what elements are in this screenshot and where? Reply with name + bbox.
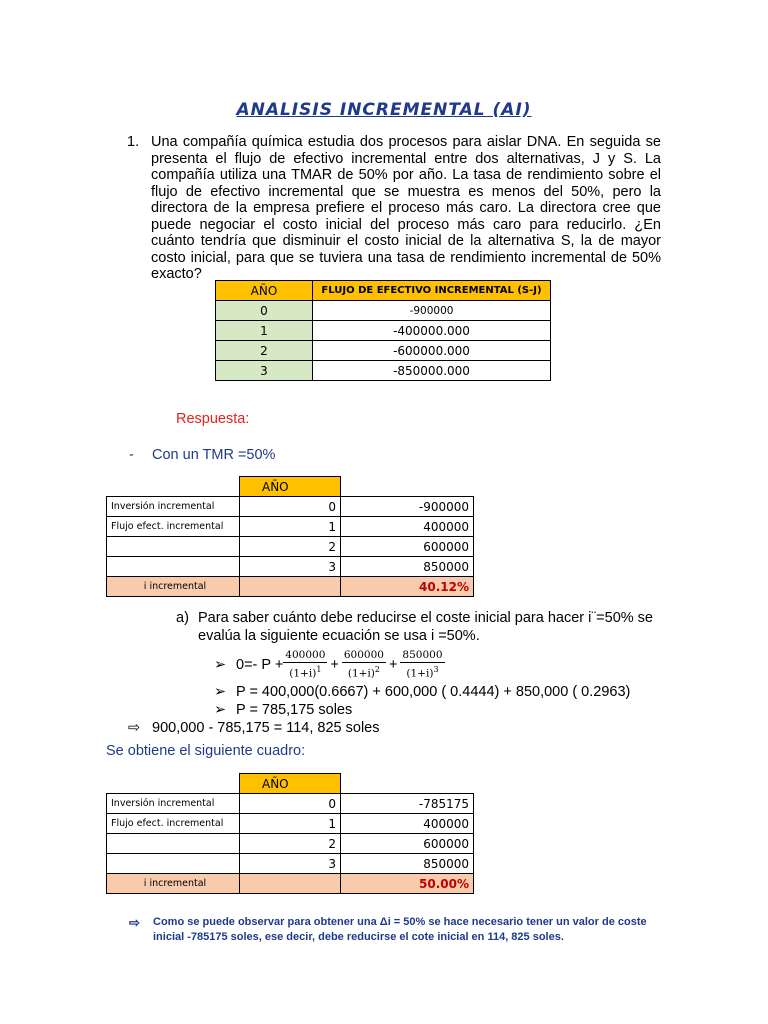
table3-header-year: AÑO	[240, 774, 341, 794]
respuesta-heading: Respuesta:	[176, 411, 250, 427]
conclusion-text: Como se puede observar para obtener una Δi = 50% se hace necesario tener un valor de coste inicial -785175 soles, ese decir, debe reducirse el cote inicial en 114, 825 soles.	[153, 916, 647, 943]
table2-row-label	[107, 537, 240, 557]
table1-flow: -900000	[313, 301, 551, 321]
table1-flow: -400000.000	[313, 321, 551, 341]
table3-footer-label: i incremental	[107, 874, 240, 894]
equation-line-2: P = 400,000(0.6667) + 600,000 ( 0.4444) + 850,000 ( 0.2963)	[236, 683, 631, 700]
se-obtiene-heading: Se obtiene el siguiente cuadro:	[106, 743, 306, 759]
table2-year: 2	[240, 537, 341, 557]
arrowhead-bullet-icon: ➢	[214, 701, 227, 718]
table1-header-year: AÑO	[216, 281, 313, 301]
table2-row-label: Inversión incremental	[107, 497, 240, 517]
equation-prefix: 0=- P +	[236, 656, 284, 673]
equation-term-1: $\frac{400000}{(1+i)^1}$	[285, 649, 326, 680]
table3-year: 3	[240, 854, 341, 874]
table1-year: 3	[216, 361, 313, 381]
table2-year: 3	[240, 557, 341, 577]
table2-value: 850000	[341, 557, 474, 577]
table2-footer-label: i incremental	[107, 577, 240, 597]
table3-year: 2	[240, 834, 341, 854]
arrowhead-bullet-icon: ➢	[214, 656, 227, 673]
table2-header-year: AÑO	[240, 477, 341, 497]
table2-footer-value: 40.12%	[341, 577, 474, 597]
section-a-text2: evalúa la siguiente ecuación se usa i =50%.	[198, 628, 480, 644]
table2-row-label	[107, 557, 240, 577]
table3-year: 1	[240, 814, 341, 834]
tmr-label: Con un TMR =50%	[152, 447, 276, 463]
table2-row-label: Flujo efect. incremental	[107, 517, 240, 537]
irr-table-adjusted	[106, 773, 474, 894]
table2-value: 600000	[341, 537, 474, 557]
equation-line-3: P = 785,175 soles	[236, 701, 353, 718]
table1-flow: -600000.000	[313, 341, 551, 361]
table3-row-label: Inversión incremental	[107, 794, 240, 814]
table3-year: 0	[240, 794, 341, 814]
arrowhead-bullet-icon: ➢	[214, 683, 227, 700]
table2-value: -900000	[341, 497, 474, 517]
page-title: ANALISIS INCREMENTAL (AI)	[236, 100, 532, 120]
table1-year: 0	[216, 301, 313, 321]
section-a-text1: Para saber cuánto debe reducirse el coste inicial para hacer i¨=50% se	[198, 610, 653, 626]
table3-value: 400000	[341, 814, 474, 834]
outline-right-arrow-icon: ⇨	[129, 915, 140, 930]
table3-row-label	[107, 834, 240, 854]
table2-year: 1	[240, 517, 341, 537]
table1-year: 1	[216, 321, 313, 341]
table3-value: 600000	[341, 834, 474, 854]
equation-term-3: $\frac{850000}{(1+i)^3}$	[402, 649, 443, 680]
table1-header-flow: FLUJO DE EFECTIVO INCREMENTAL (S-J)	[313, 281, 551, 301]
section-a-label: a)	[176, 610, 189, 626]
table3-row-label: Flujo efect. incremental	[107, 814, 240, 834]
table3-row-label	[107, 854, 240, 874]
section-a: a) Para saber cuánto debe reducirse el coste inicial para hacer i¨=50% se evalúa la siguiente ecuación se usa i =50%. ➢ 0=- P + $\frac{400000}{(1+i)^1}$ + $\frac{600000}{(1+i)^2}$ + $\frac{850000}{(1+i)^3}$ ➢ P = 400,000(0.6667) + 600,000 ( 0.4444) + 850,000 ( 0.2963) ➢ P = 785,175 soles ⇨ 900,000 - 785,175 = 114, 825 soles	[176, 609, 656, 737]
irr-table-initial	[106, 476, 474, 597]
table3-footer-value: 50.00%	[341, 874, 474, 894]
table1-flow: -850000.000	[313, 361, 551, 381]
question-text: Una compañía química estudia dos procesos para aislar DNA. En seguida se presenta el flujo de efectivo incremental entre dos alternativas, J y S. La compañía utiliza una TMAR de 50% por año. La tasa de rendimiento sobre el flujo de efectivo incremental que se muestra es menos del 50%, pero la directora de la empresa prefiere el proceso más caro. La directora cree que puede negociar el costo inicial del proceso más caro para reducirlo. ¿En cuánto tendría que disminuir el costo inicial de la alternativa S, la de mayor costo inicial, para que se tuviera una tasa de rendimiento incremental de 50% exacto?	[151, 134, 661, 282]
equation-line-4: 900,000 - 785,175 = 114, 825 soles	[152, 719, 380, 736]
cash-flow-table	[215, 280, 551, 381]
tmr-dash: -	[129, 447, 134, 463]
table3-value: -785175	[341, 794, 474, 814]
conclusion	[129, 915, 669, 945]
equation-term-2: $\frac{600000}{(1+i)^2}$	[343, 649, 384, 680]
question-number: 1.	[127, 134, 140, 150]
table2-year: 0	[240, 497, 341, 517]
table3-value: 850000	[341, 854, 474, 874]
table1-year: 2	[216, 341, 313, 361]
table2-value: 400000	[341, 517, 474, 537]
outline-right-arrow-icon: ⇨	[128, 719, 141, 736]
